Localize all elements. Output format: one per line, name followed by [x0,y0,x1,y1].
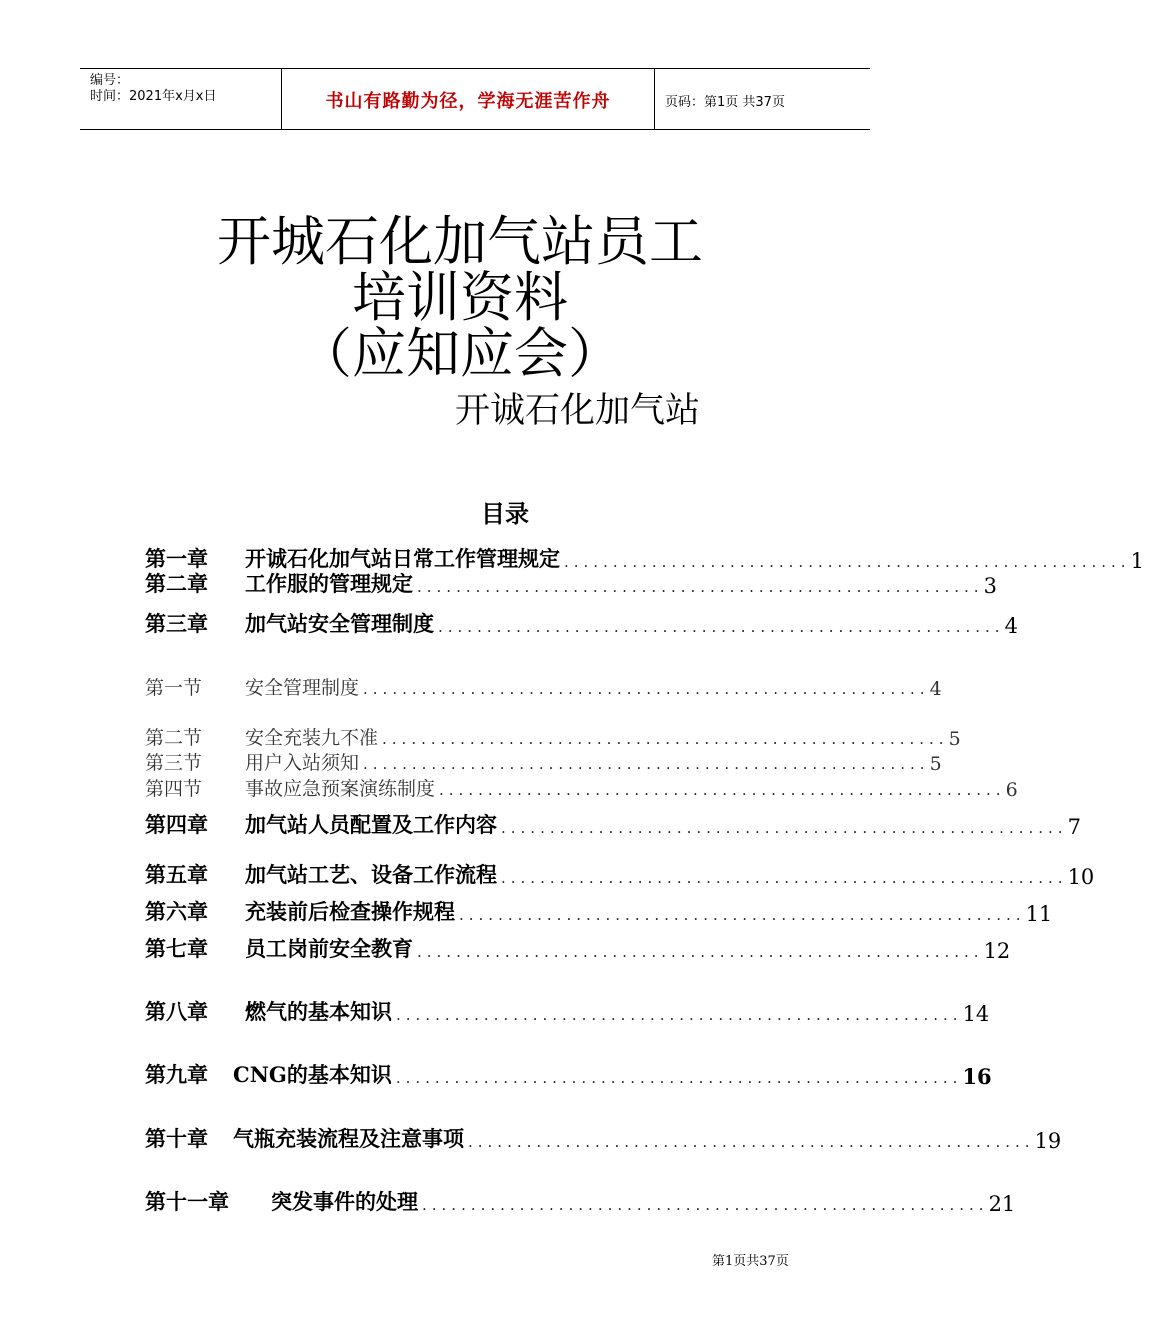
toc-entry-page: 1 [1130,549,1144,573]
document-title-line1: 开城石化加气站员工 [217,210,703,273]
toc-leader-dots: .......................................................... [439,781,1006,799]
toc-entry-number: 第六章 [145,899,208,924]
toc-entry[interactable] [145,896,1053,926]
toc-entry[interactable] [145,1059,992,1089]
toc-entry-page: 4 [1004,614,1018,638]
toc-entry-label: 开诚石化加气站日常工作管理规定 [245,546,560,571]
toc-entry[interactable] [145,1186,1016,1216]
document-number-label: 编号： [90,73,130,88]
toc-leader-dots: .......................................................... [459,906,1026,924]
page-footer: 第1页共37页 [712,1254,789,1269]
header-right-cell [655,69,870,129]
toc-entry-label: 安全管理制度 [245,677,360,699]
toc-heading: 目录 [481,499,529,528]
toc-entry-page: 6 [1005,779,1018,801]
toc-entry-page: 12 [983,939,1011,963]
toc-entry[interactable] [145,670,942,700]
toc-leader-dots: .......................................................... [468,1133,1035,1151]
toc-entry-number: 第二章 [145,571,208,596]
toc-entry-number: 第三章 [145,611,208,636]
toc-entry-number: 第一节 [145,677,203,699]
toc-entry-number: 第七章 [145,936,208,961]
toc-leader-dots: .......................................................... [422,1196,989,1214]
toc-leader-dots: .......................................................... [395,1069,963,1087]
toc-leader-dots: .......................................................... [363,680,930,698]
toc-entry-number: 第四节 [145,778,203,800]
toc-entry[interactable] [145,809,1081,839]
toc-entry-label: 加气站工艺、设备工作流程 [245,862,497,887]
toc-entry-label: 安全充装九不准 [245,727,379,749]
toc-leader-dots: .......................................................... [396,1006,963,1024]
header-left-cell [80,69,282,129]
toc-entry-label: 用户入站须知 [245,752,360,774]
toc-entry-label: 加气站安全管理制度 [245,611,434,636]
toc-leader-dots: .......................................................... [417,943,984,961]
toc-entry-number: 第九章 [145,1062,208,1087]
toc-entry-number: 第十一章 [145,1189,229,1214]
header-middle-cell [282,69,655,129]
toc-entry-page: 10 [1067,865,1095,889]
toc-entry-number: 第五章 [145,862,208,887]
toc-entry[interactable] [145,859,1095,889]
toc-entry-page: 3 [983,574,997,598]
header-motto: 书山有路勤为径，学海无涯苦作舟 [325,91,611,112]
toc-leader-dots: .......................................................... [501,869,1068,887]
toc-entry-label: 气瓶充装流程及注意事项 [233,1126,464,1151]
toc-entry-number: 第四章 [145,812,208,837]
toc-leader-dots: .......................................................... [501,819,1068,837]
toc-entry[interactable] [145,568,997,598]
document-time-label: 时间：2021年x月x日 [90,89,217,104]
header-page-info: 页码：第1页 共37页 [665,95,785,110]
toc-entry[interactable] [145,933,1011,963]
toc-leader-dots: .......................................................... [564,553,1131,571]
document-subtitle: 开诚石化加气站 [455,391,701,431]
toc-entry-page: 21 [988,1192,1016,1216]
toc-entry[interactable] [145,771,1018,801]
toc-entry-label: 燃气的基本知识 [245,999,392,1024]
toc-entry-page: 4 [929,678,942,700]
toc-entry-number: 第一章 [145,546,208,571]
toc-entry-page: 5 [929,753,942,775]
toc-entry-label: 事故应急预案演练制度 [245,778,436,800]
toc-entry-number: 第八章 [145,999,208,1024]
toc-entry-page: 7 [1067,815,1081,839]
toc-entry-label: CNG的基本知识 [233,1062,392,1087]
toc-entry-page: 5 [948,728,961,750]
toc-entry-number: 第十章 [145,1126,208,1151]
toc-leader-dots: .......................................................... [417,578,984,596]
toc-entry-number: 第二节 [145,727,203,749]
document-title-line3: （应知应会） [298,322,622,385]
toc-entry-number: 第三节 [145,752,203,774]
toc-entry-page: 19 [1034,1129,1062,1153]
toc-leader-dots: .......................................................... [382,730,949,748]
toc-entry-label: 工作服的管理规定 [245,571,413,596]
toc-leader-dots: .......................................................... [438,618,1005,636]
document-title-line2: 培训资料 [352,266,568,329]
toc-entry[interactable] [145,996,990,1026]
toc-entry-page: 11 [1025,902,1053,926]
page-header [80,68,870,130]
toc-entry-label: 突发事件的处理 [271,1189,418,1214]
toc-entry-page: 14 [962,1002,990,1026]
toc-entry-page: 16 [962,1064,992,1089]
toc-entry[interactable] [145,608,1018,638]
toc-entry-label: 加气站人员配置及工作内容 [245,812,497,837]
toc-leader-dots: .......................................................... [363,755,930,773]
toc-entry[interactable] [145,1123,1062,1153]
toc-entry-label: 充装前后检查操作规程 [245,899,455,924]
toc-entry-label: 员工岗前安全教育 [245,936,413,961]
